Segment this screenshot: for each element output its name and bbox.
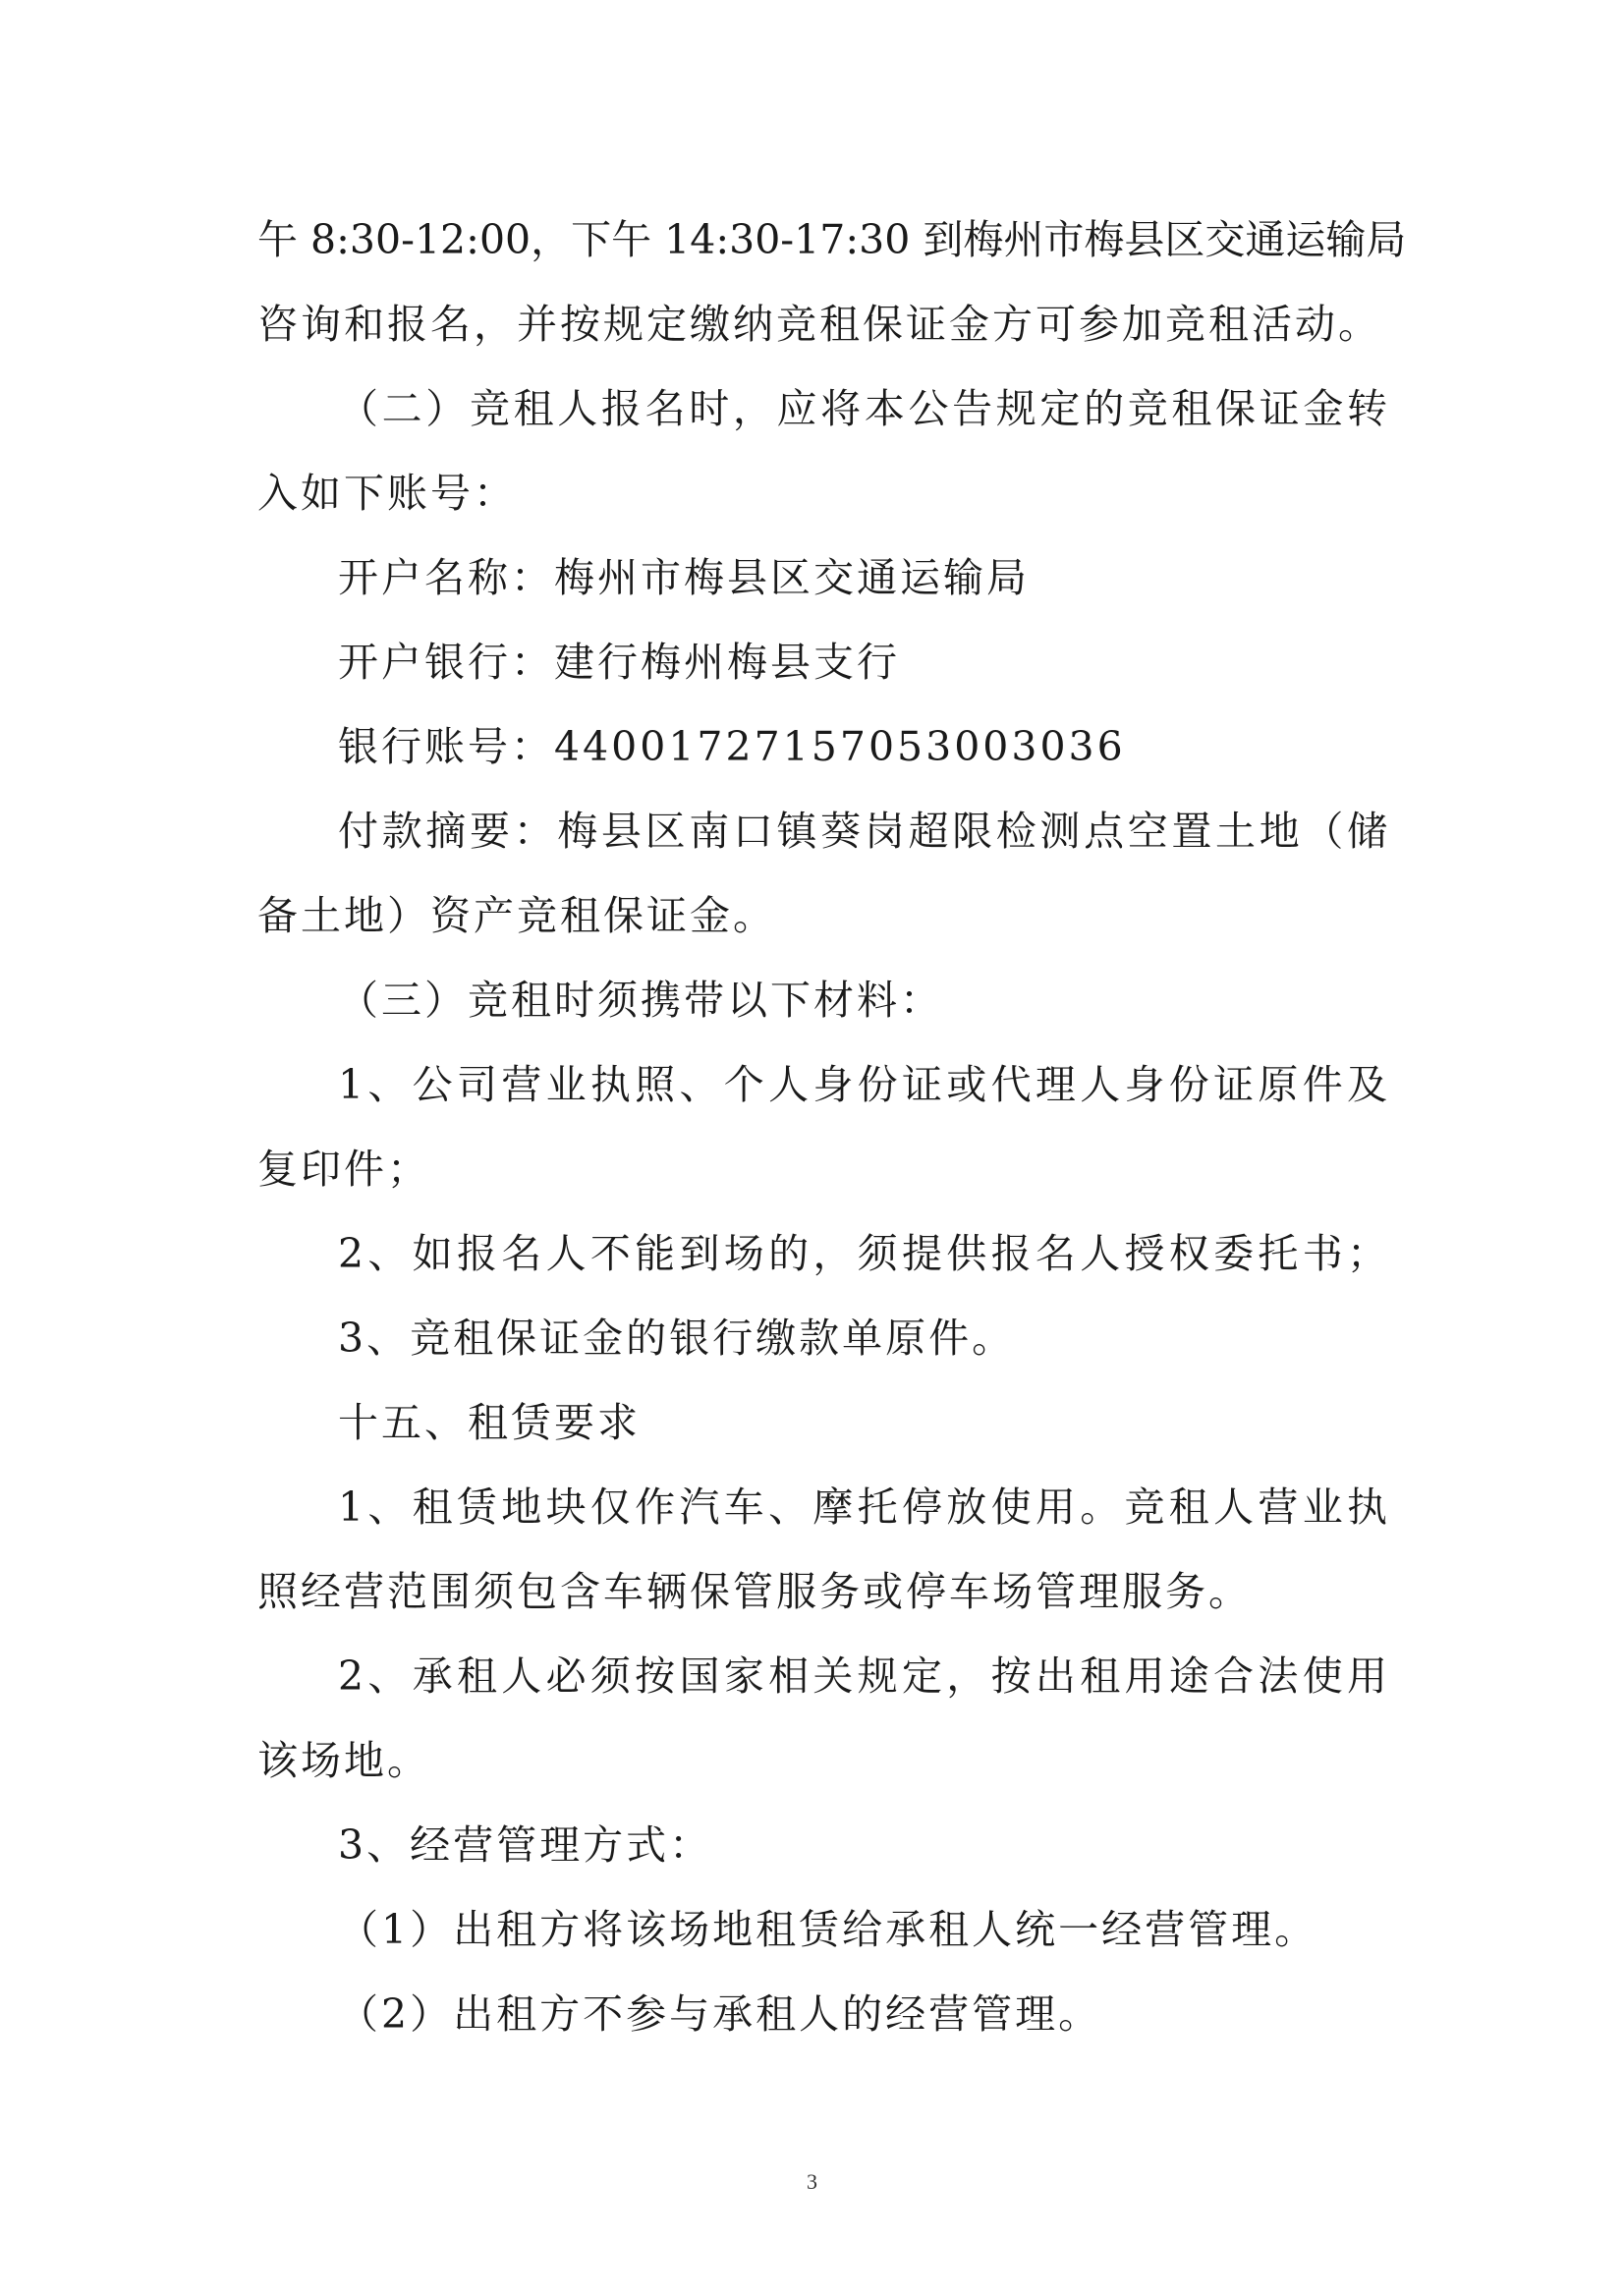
page-number: 3 (807, 2169, 817, 2194)
text-line: 1、公司营业执照、个人身份证或代理人身份证原件及 (338, 1061, 1387, 1108)
text-line: 付款摘要：梅县区南口镇葵岗超限检测点空置土地（储 (338, 808, 1387, 855)
text-line: 该场地。 (257, 1737, 430, 1784)
text-line: 照经营范围须包含车辆保管服务或停车场管理服务。 (257, 1568, 1252, 1615)
text-line: （1）出租方将该场地租赁给承租人统一经营管理。 (338, 1906, 1318, 1953)
text-line: 2、如报名人不能到场的，须提供报名人授权委托书； (338, 1230, 1387, 1277)
text-line: 入如下账号： (257, 470, 517, 517)
text-line: 3、经营管理方式： (338, 1821, 713, 1869)
text-line: 2、承租人必须按国家相关规定，按出租用途合法使用 (338, 1652, 1387, 1700)
text-line: 1、租赁地块仅作汽车、摩托停放使用。竞租人营业执 (338, 1483, 1387, 1531)
text-line: （2）出租方不参与承租人的经营管理。 (338, 1990, 1102, 2038)
text-line: 复印件； (257, 1146, 430, 1193)
text-line: 备土地）资产竞租保证金。 (257, 892, 776, 939)
text-line: 开户名称：梅州市梅县区交通运输局 (338, 554, 1030, 601)
text-line: （三）竞租时须携带以下材料： (338, 977, 943, 1024)
text-line: 开户银行：建行梅州梅县支行 (338, 639, 900, 686)
text-line: 十五、租赁要求 (338, 1399, 641, 1446)
text-line: 银行账号：44001727157053003036 (338, 723, 1126, 770)
text-line: 午 8:30-12:00，下午 14:30-17:30 到梅州市梅县区交通运输局 (257, 216, 1407, 263)
text-line: （二）竞租人报名时，应将本公告规定的竞租保证金转 (338, 385, 1387, 432)
text-line: 咨询和报名，并按规定缴纳竞租保证金方可参加竞租活动。 (257, 301, 1381, 348)
text-line: 3、竞租保证金的银行缴款单原件。 (338, 1315, 1016, 1362)
